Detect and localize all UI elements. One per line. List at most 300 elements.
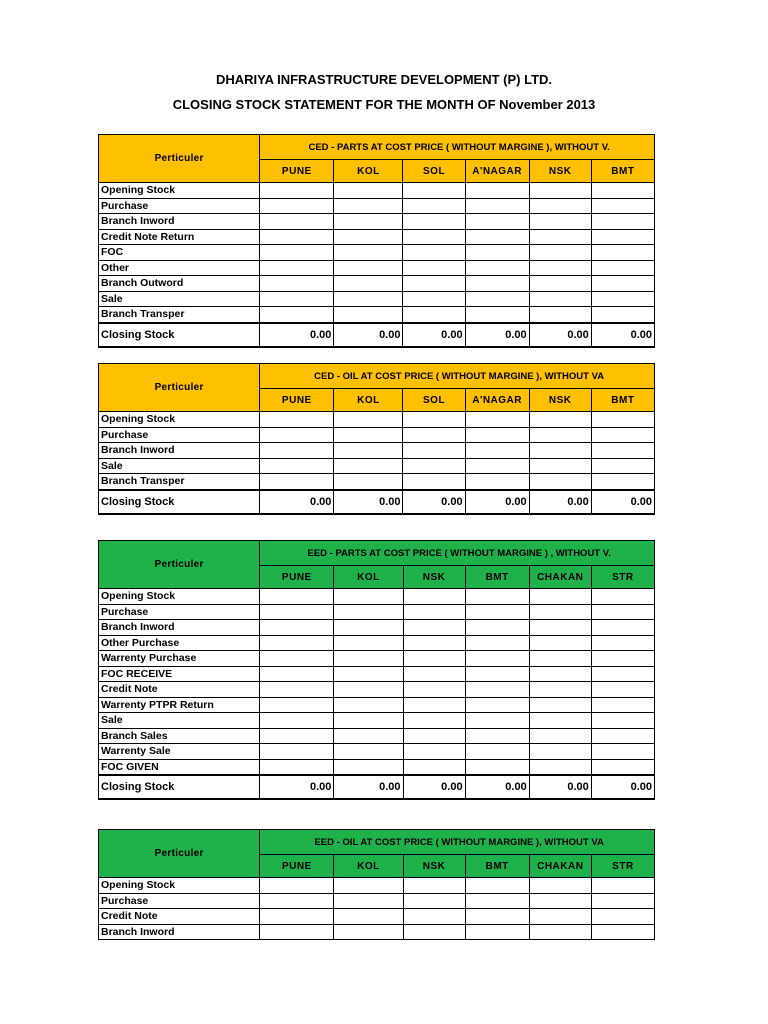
- value-cell: [334, 728, 403, 744]
- value-cell: [591, 183, 654, 199]
- value-cell: [465, 412, 529, 428]
- table-row: [99, 291, 655, 307]
- value-cell: [260, 666, 334, 682]
- value-cell: [591, 878, 654, 894]
- value-cell: [529, 728, 591, 744]
- value-cell: [403, 229, 465, 245]
- closing-stock-value: 0.00: [591, 323, 654, 347]
- row-label: Opening Stock: [99, 878, 260, 894]
- closing-stock-row: [99, 490, 655, 514]
- column-header: BMT: [591, 160, 654, 183]
- value-cell: [260, 183, 334, 199]
- column-header: PUNE: [260, 566, 334, 589]
- value-cell: [529, 759, 591, 775]
- value-cell: [529, 924, 591, 940]
- value-cell: [334, 307, 403, 323]
- value-cell: [334, 589, 403, 605]
- value-cell: [529, 198, 591, 214]
- value-cell: [260, 276, 334, 292]
- value-cell: [260, 589, 334, 605]
- value-cell: [403, 759, 465, 775]
- value-cell: [334, 878, 403, 894]
- closing-stock-value: 0.00: [334, 775, 403, 799]
- table-row: [99, 744, 655, 760]
- section-title: CED - OIL AT COST PRICE ( WITHOUT MARGINE ), WITHOUT VA: [260, 364, 655, 389]
- value-cell: [334, 713, 403, 729]
- value-cell: [529, 183, 591, 199]
- stock-table-eed-oil: [98, 829, 655, 940]
- value-cell: [403, 214, 465, 230]
- value-cell: [403, 198, 465, 214]
- value-cell: [591, 245, 654, 261]
- row-label: Credit Note: [99, 909, 260, 925]
- value-cell: [591, 635, 654, 651]
- row-label: Branch Sales: [99, 728, 260, 744]
- row-label: Purchase: [99, 604, 260, 620]
- row-label: FOC RECEIVE: [99, 666, 260, 682]
- value-cell: [403, 245, 465, 261]
- value-cell: [260, 697, 334, 713]
- value-cell: [529, 666, 591, 682]
- value-cell: [465, 713, 529, 729]
- value-cell: [403, 893, 465, 909]
- value-cell: [591, 214, 654, 230]
- value-cell: [403, 635, 465, 651]
- table-row: [99, 909, 655, 925]
- value-cell: [403, 666, 465, 682]
- value-cell: [260, 909, 334, 925]
- table-row: [99, 682, 655, 698]
- column-header: SOL: [403, 160, 465, 183]
- value-cell: [334, 893, 403, 909]
- value-cell: [465, 443, 529, 459]
- value-cell: [529, 229, 591, 245]
- value-cell: [591, 620, 654, 636]
- closing-stock-value: 0.00: [334, 323, 403, 347]
- row-label: Warrenty Sale: [99, 744, 260, 760]
- closing-stock-value: 0.00: [403, 775, 465, 799]
- closing-stock-value: 0.00: [403, 490, 465, 514]
- value-cell: [334, 458, 403, 474]
- value-cell: [260, 198, 334, 214]
- column-header: KOL: [334, 389, 403, 412]
- value-cell: [403, 307, 465, 323]
- value-cell: [465, 589, 529, 605]
- company-title: DHARIYA INFRASTRUCTURE DEVELOPMENT (P) LTD.: [215, 72, 553, 87]
- closing-stock-label: Closing Stock: [99, 323, 260, 347]
- value-cell: [334, 198, 403, 214]
- value-cell: [260, 443, 334, 459]
- row-label: Sale: [99, 713, 260, 729]
- value-cell: [260, 291, 334, 307]
- value-cell: [403, 878, 465, 894]
- value-cell: [260, 635, 334, 651]
- value-cell: [529, 604, 591, 620]
- value-cell: [465, 198, 529, 214]
- value-cell: [260, 260, 334, 276]
- column-header: A'NAGAR: [465, 389, 529, 412]
- table-row: [99, 893, 655, 909]
- value-cell: [591, 666, 654, 682]
- value-cell: [529, 893, 591, 909]
- value-cell: [529, 589, 591, 605]
- closing-stock-value: 0.00: [591, 490, 654, 514]
- column-header: CHAKAN: [529, 855, 591, 878]
- value-cell: [591, 728, 654, 744]
- value-cell: [529, 307, 591, 323]
- value-cell: [591, 759, 654, 775]
- value-cell: [403, 183, 465, 199]
- value-cell: [334, 260, 403, 276]
- row-label: Sale: [99, 291, 260, 307]
- value-cell: [591, 427, 654, 443]
- value-cell: [465, 427, 529, 443]
- value-cell: [529, 713, 591, 729]
- row-label: Purchase: [99, 427, 260, 443]
- value-cell: [334, 604, 403, 620]
- value-cell: [260, 412, 334, 428]
- value-cell: [403, 474, 465, 490]
- value-cell: [465, 744, 529, 760]
- column-header: STR: [591, 566, 654, 589]
- value-cell: [529, 635, 591, 651]
- value-cell: [465, 878, 529, 894]
- value-cell: [591, 229, 654, 245]
- value-cell: [465, 604, 529, 620]
- table-row: [99, 604, 655, 620]
- value-cell: [529, 878, 591, 894]
- closing-stock-value: 0.00: [260, 490, 334, 514]
- closing-stock-row: [99, 323, 655, 347]
- value-cell: [465, 229, 529, 245]
- row-label: Opening Stock: [99, 589, 260, 605]
- table-row: [99, 245, 655, 261]
- value-cell: [465, 291, 529, 307]
- value-cell: [591, 198, 654, 214]
- value-cell: [403, 260, 465, 276]
- value-cell: [465, 666, 529, 682]
- column-header: KOL: [334, 160, 403, 183]
- table-row: [99, 878, 655, 894]
- row-label: Other Purchase: [99, 635, 260, 651]
- row-label: Branch Inword: [99, 214, 260, 230]
- row-label: Branch Transper: [99, 307, 260, 323]
- value-cell: [529, 474, 591, 490]
- table-row: [99, 759, 655, 775]
- value-cell: [591, 604, 654, 620]
- value-cell: [465, 276, 529, 292]
- row-label: Opening Stock: [99, 183, 260, 199]
- table-row: [99, 260, 655, 276]
- value-cell: [465, 909, 529, 925]
- value-cell: [591, 412, 654, 428]
- row-label: Branch Inword: [99, 924, 260, 940]
- value-cell: [529, 245, 591, 261]
- value-cell: [591, 443, 654, 459]
- value-cell: [403, 458, 465, 474]
- value-cell: [260, 620, 334, 636]
- table-row: [99, 412, 655, 428]
- value-cell: [529, 458, 591, 474]
- value-cell: [465, 697, 529, 713]
- value-cell: [591, 589, 654, 605]
- value-cell: [465, 651, 529, 667]
- row-label: Branch Transper: [99, 474, 260, 490]
- value-cell: [591, 260, 654, 276]
- value-cell: [591, 474, 654, 490]
- value-cell: [260, 307, 334, 323]
- table-row: [99, 697, 655, 713]
- value-cell: [403, 651, 465, 667]
- value-cell: [260, 604, 334, 620]
- table-row: [99, 728, 655, 744]
- row-label: Sale: [99, 458, 260, 474]
- value-cell: [334, 214, 403, 230]
- value-cell: [403, 744, 465, 760]
- value-cell: [591, 307, 654, 323]
- value-cell: [403, 620, 465, 636]
- value-cell: [529, 214, 591, 230]
- value-cell: [260, 458, 334, 474]
- value-cell: [465, 759, 529, 775]
- value-cell: [465, 620, 529, 636]
- closing-stock-value: 0.00: [465, 490, 529, 514]
- particular-header: Perticuler: [99, 364, 260, 412]
- row-label: Branch Inword: [99, 620, 260, 636]
- value-cell: [403, 412, 465, 428]
- closing-stock-value: 0.00: [465, 775, 529, 799]
- value-cell: [334, 909, 403, 925]
- column-header: NSK: [403, 855, 465, 878]
- value-cell: [465, 307, 529, 323]
- value-cell: [334, 744, 403, 760]
- value-cell: [403, 713, 465, 729]
- value-cell: [334, 620, 403, 636]
- value-cell: [334, 276, 403, 292]
- row-label: FOC GIVEN: [99, 759, 260, 775]
- particular-header: Perticuler: [99, 541, 260, 589]
- table-row: [99, 620, 655, 636]
- statement-title: CLOSING STOCK STATEMENT FOR THE MONTH OF November 2013: [172, 97, 596, 112]
- value-cell: [334, 427, 403, 443]
- closing-stock-value: 0.00: [334, 490, 403, 514]
- column-header: STR: [591, 855, 654, 878]
- value-cell: [260, 728, 334, 744]
- table-row: [99, 635, 655, 651]
- value-cell: [403, 604, 465, 620]
- value-cell: [403, 276, 465, 292]
- value-cell: [403, 589, 465, 605]
- value-cell: [260, 229, 334, 245]
- value-cell: [591, 291, 654, 307]
- value-cell: [529, 443, 591, 459]
- value-cell: [529, 620, 591, 636]
- value-cell: [591, 697, 654, 713]
- table-row: [99, 443, 655, 459]
- closing-stock-value: 0.00: [260, 323, 334, 347]
- value-cell: [403, 924, 465, 940]
- closing-stock-value: 0.00: [591, 775, 654, 799]
- value-cell: [260, 878, 334, 894]
- value-cell: [529, 744, 591, 760]
- column-header: NSK: [529, 389, 591, 412]
- value-cell: [465, 474, 529, 490]
- value-cell: [260, 744, 334, 760]
- stock-table-eed-parts: [98, 540, 655, 800]
- value-cell: [334, 183, 403, 199]
- value-cell: [465, 458, 529, 474]
- row-label: Warrenty PTPR Return: [99, 697, 260, 713]
- column-header: PUNE: [260, 160, 334, 183]
- value-cell: [465, 214, 529, 230]
- value-cell: [260, 893, 334, 909]
- value-cell: [591, 682, 654, 698]
- column-header: KOL: [334, 855, 403, 878]
- table-row: [99, 458, 655, 474]
- particular-header: Perticuler: [99, 135, 260, 183]
- value-cell: [334, 443, 403, 459]
- value-cell: [260, 759, 334, 775]
- value-cell: [334, 412, 403, 428]
- row-label: Branch Outword: [99, 276, 260, 292]
- value-cell: [334, 682, 403, 698]
- value-cell: [465, 183, 529, 199]
- section-title: EED - PARTS AT COST PRICE ( WITHOUT MARGINE ) , WITHOUT V.: [260, 541, 655, 566]
- value-cell: [529, 291, 591, 307]
- row-label: FOC: [99, 245, 260, 261]
- column-header: BMT: [465, 855, 529, 878]
- column-header: PUNE: [260, 855, 334, 878]
- value-cell: [591, 909, 654, 925]
- closing-stock-value: 0.00: [529, 775, 591, 799]
- value-cell: [591, 924, 654, 940]
- value-cell: [529, 276, 591, 292]
- section-title: EED - OIL AT COST PRICE ( WITHOUT MARGINE ), WITHOUT VA: [260, 830, 655, 855]
- value-cell: [529, 412, 591, 428]
- row-label: Credit Note Return: [99, 229, 260, 245]
- value-cell: [403, 427, 465, 443]
- table-row: [99, 589, 655, 605]
- closing-stock-label: Closing Stock: [99, 775, 260, 799]
- value-cell: [260, 427, 334, 443]
- table-row: [99, 214, 655, 230]
- table-row: [99, 276, 655, 292]
- value-cell: [591, 713, 654, 729]
- value-cell: [334, 651, 403, 667]
- column-header: KOL: [334, 566, 403, 589]
- value-cell: [260, 713, 334, 729]
- closing-stock-value: 0.00: [529, 490, 591, 514]
- particular-header: Perticuler: [99, 830, 260, 878]
- closing-stock-value: 0.00: [465, 323, 529, 347]
- row-label: Branch Inword: [99, 443, 260, 459]
- value-cell: [260, 651, 334, 667]
- value-cell: [334, 229, 403, 245]
- column-header: SOL: [403, 389, 465, 412]
- value-cell: [465, 924, 529, 940]
- column-header: BMT: [591, 389, 654, 412]
- row-label: Other: [99, 260, 260, 276]
- value-cell: [465, 682, 529, 698]
- value-cell: [260, 474, 334, 490]
- table-row: [99, 474, 655, 490]
- value-cell: [260, 924, 334, 940]
- table-row: [99, 183, 655, 199]
- closing-stock-label: Closing Stock: [99, 490, 260, 514]
- table-row: [99, 651, 655, 667]
- closing-stock-value: 0.00: [403, 323, 465, 347]
- table-row: [99, 924, 655, 940]
- value-cell: [591, 458, 654, 474]
- column-header: NSK: [529, 160, 591, 183]
- value-cell: [529, 682, 591, 698]
- value-cell: [465, 245, 529, 261]
- value-cell: [334, 291, 403, 307]
- table-row: [99, 666, 655, 682]
- value-cell: [529, 909, 591, 925]
- column-header: A'NAGAR: [465, 160, 529, 183]
- value-cell: [403, 291, 465, 307]
- value-cell: [260, 245, 334, 261]
- value-cell: [334, 474, 403, 490]
- row-label: Purchase: [99, 198, 260, 214]
- row-label: Opening Stock: [99, 412, 260, 428]
- row-label: Warrenty Purchase: [99, 651, 260, 667]
- closing-stock-value: 0.00: [260, 775, 334, 799]
- value-cell: [529, 651, 591, 667]
- column-header: PUNE: [260, 389, 334, 412]
- value-cell: [334, 924, 403, 940]
- value-cell: [529, 697, 591, 713]
- value-cell: [260, 682, 334, 698]
- table-row: [99, 427, 655, 443]
- column-header: BMT: [465, 566, 529, 589]
- row-label: Purchase: [99, 893, 260, 909]
- value-cell: [403, 443, 465, 459]
- table-row: [99, 307, 655, 323]
- value-cell: [334, 697, 403, 713]
- value-cell: [334, 245, 403, 261]
- value-cell: [465, 260, 529, 276]
- value-cell: [403, 909, 465, 925]
- value-cell: [403, 682, 465, 698]
- table-row: [99, 198, 655, 214]
- value-cell: [591, 651, 654, 667]
- value-cell: [403, 728, 465, 744]
- value-cell: [591, 744, 654, 760]
- stock-table-ced-parts: [98, 134, 655, 348]
- value-cell: [260, 214, 334, 230]
- value-cell: [591, 276, 654, 292]
- column-header: NSK: [403, 566, 465, 589]
- value-cell: [591, 893, 654, 909]
- stock-table-ced-oil: [98, 363, 655, 515]
- table-row: [99, 713, 655, 729]
- value-cell: [403, 697, 465, 713]
- table-row: [99, 229, 655, 245]
- column-header: CHAKAN: [529, 566, 591, 589]
- value-cell: [465, 893, 529, 909]
- closing-stock-row: [99, 775, 655, 799]
- value-cell: [334, 666, 403, 682]
- value-cell: [334, 759, 403, 775]
- row-label: Credit Note: [99, 682, 260, 698]
- closing-stock-value: 0.00: [529, 323, 591, 347]
- value-cell: [465, 635, 529, 651]
- value-cell: [334, 635, 403, 651]
- value-cell: [465, 728, 529, 744]
- section-title: CED - PARTS AT COST PRICE ( WITHOUT MARGINE ), WITHOUT V.: [260, 135, 655, 160]
